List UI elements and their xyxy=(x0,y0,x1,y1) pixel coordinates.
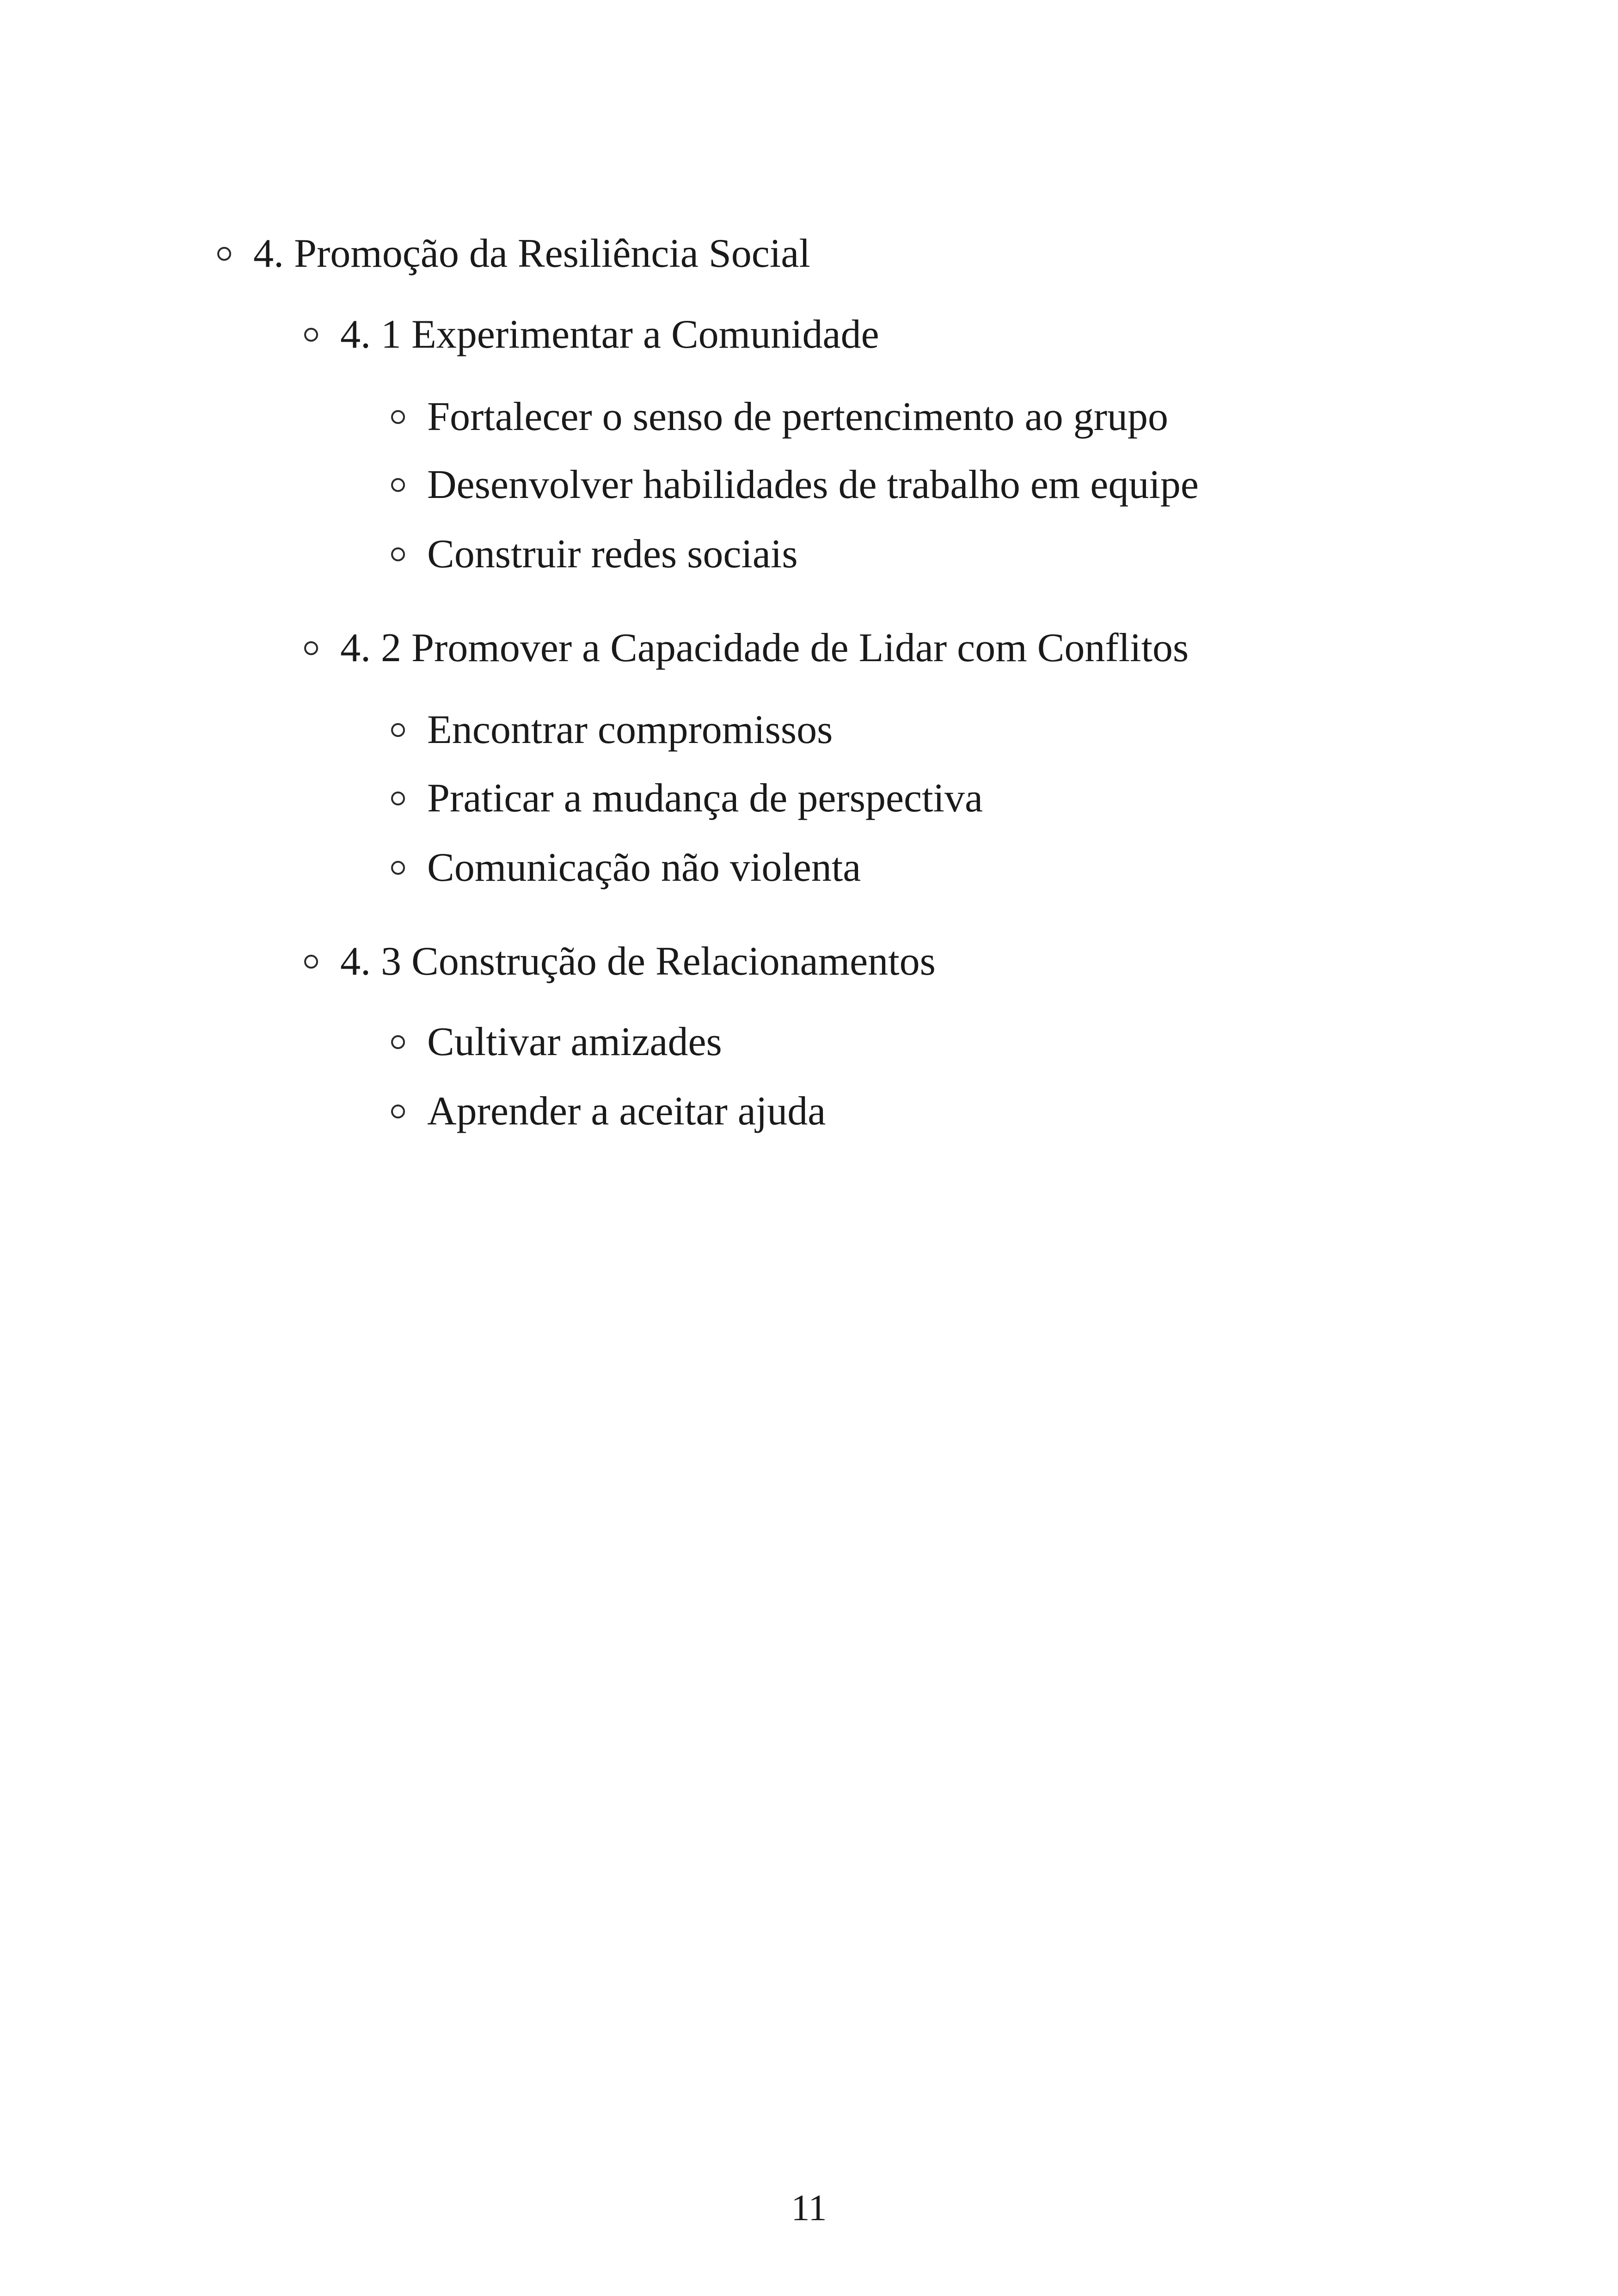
hollow-circle-bullet-icon xyxy=(391,792,405,805)
hollow-circle-bullet-icon xyxy=(391,1035,405,1049)
list-item-text: Construir redes sociais xyxy=(427,532,798,577)
list-item xyxy=(391,394,1168,439)
list-item-text: Praticar a mudança de perspectiva xyxy=(427,776,983,821)
list-item-text: Aprender a aceitar ajuda xyxy=(427,1089,826,1134)
hollow-circle-bullet-icon xyxy=(391,1105,405,1118)
list-item-text: Fortalecer o senso de pertencimento ao grupo xyxy=(427,394,1168,439)
list-item xyxy=(391,847,861,888)
section-title xyxy=(304,941,936,982)
hollow-circle-bullet-icon xyxy=(217,247,231,261)
hollow-circle-bullet-icon xyxy=(304,955,318,969)
section-title-text: 4. 3 Construção de Relacionamentos xyxy=(340,939,936,984)
hollow-circle-bullet-icon xyxy=(391,478,405,492)
list-item xyxy=(391,707,833,752)
list-item xyxy=(391,1019,722,1064)
hollow-circle-bullet-icon xyxy=(391,723,405,737)
hollow-circle-bullet-icon xyxy=(304,641,318,655)
list-item xyxy=(391,1091,826,1132)
section-title-text: 4. 2 Promover a Capacidade de Lidar com Conflitos xyxy=(340,626,1189,670)
page-number: 11 xyxy=(791,2188,827,2228)
section-title xyxy=(304,314,879,355)
list-item xyxy=(391,462,1199,507)
hollow-circle-bullet-icon xyxy=(391,547,405,561)
list-item-text: Comunicação não violenta xyxy=(427,845,861,890)
hollow-circle-bullet-icon xyxy=(391,861,405,875)
list-item-text: Encontrar compromissos xyxy=(427,707,833,752)
section-title-text: 4. 1 Experimentar a Comunidade xyxy=(340,312,879,357)
list-item-text: Desenvolver habilidades de trabalho em equipe xyxy=(427,462,1199,507)
hollow-circle-bullet-icon xyxy=(391,410,405,424)
outline-heading xyxy=(217,233,810,274)
list-item xyxy=(391,534,798,575)
hollow-circle-bullet-icon xyxy=(304,328,318,342)
outline-heading-text: 4. Promoção da Resiliência Social xyxy=(253,231,810,276)
section-title xyxy=(304,628,1189,669)
list-item-text: Cultivar amizades xyxy=(427,1019,722,1064)
list-item xyxy=(391,778,983,819)
